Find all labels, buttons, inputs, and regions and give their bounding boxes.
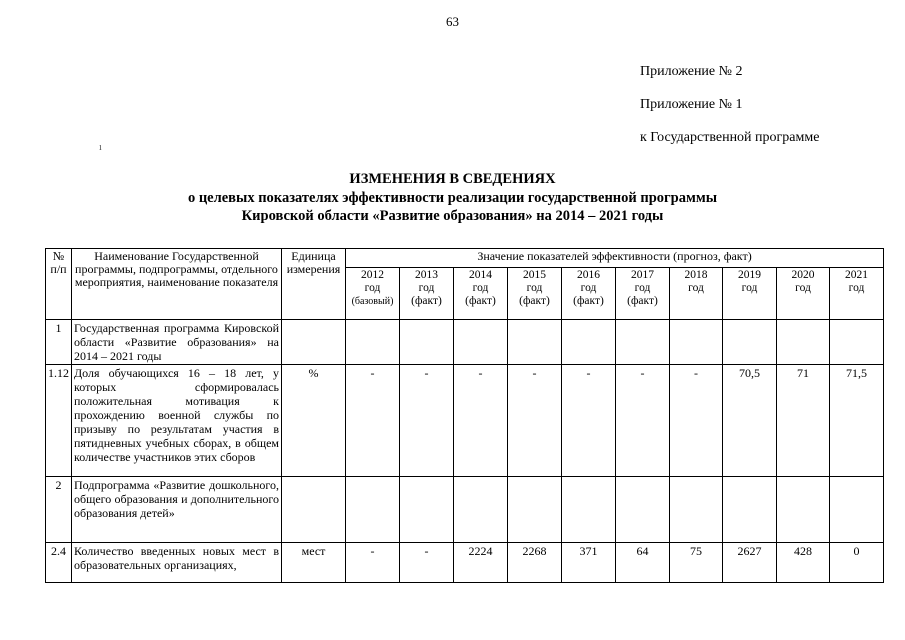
header-num: № п/п xyxy=(46,249,72,320)
year-word: год xyxy=(364,282,381,294)
header-name: Наименование Государственной программы, подпрограммы, отдельного мероприятия, наименование показателя xyxy=(72,249,282,320)
year-word: год xyxy=(472,282,489,294)
year-number: 2013 xyxy=(415,269,438,281)
header-year-7 xyxy=(723,268,777,320)
header-year-0 xyxy=(346,268,400,320)
year-word: год xyxy=(741,282,758,294)
year-word: год xyxy=(418,282,435,294)
header-year-1 xyxy=(400,268,454,320)
year-number: 2018 xyxy=(684,269,708,281)
value-cell xyxy=(670,320,723,365)
header-year-9 xyxy=(830,268,884,320)
year-number: 2021 xyxy=(845,269,868,281)
value-cell xyxy=(830,320,884,365)
header-unit: Единица измерения xyxy=(282,249,346,320)
value-cell: - xyxy=(616,365,670,477)
year-number: 2012 xyxy=(361,269,384,281)
header-year-2 xyxy=(454,268,508,320)
row-number: 2 xyxy=(46,477,72,543)
row-number: 1 xyxy=(46,320,72,365)
value-cell: - xyxy=(346,365,400,477)
value-cell xyxy=(508,477,562,543)
value-cell: 428 xyxy=(777,543,830,583)
year-word: год xyxy=(634,282,651,294)
row-unit xyxy=(282,477,346,543)
value-cell xyxy=(723,320,777,365)
row-unit: % xyxy=(282,365,346,477)
year-note: (факт) xyxy=(627,295,658,307)
value-cell xyxy=(400,477,454,543)
row-name: Количество введенных новых мест в образовательных организациях, xyxy=(72,543,282,583)
value-cell xyxy=(830,477,884,543)
header-row-1 xyxy=(46,249,884,268)
row-number: 1.12 xyxy=(46,365,72,477)
table-row xyxy=(46,365,884,477)
year-word: год xyxy=(526,282,543,294)
header-year-3 xyxy=(508,268,562,320)
value-cell xyxy=(777,477,830,543)
value-cell: - xyxy=(508,365,562,477)
year-note: (факт) xyxy=(519,295,550,307)
header-year-5 xyxy=(616,268,670,320)
year-word: год xyxy=(795,282,811,294)
value-cell: - xyxy=(400,543,454,583)
indicators-table xyxy=(45,248,884,583)
value-cell xyxy=(616,477,670,543)
year-word: год xyxy=(848,282,865,294)
value-cell: 2224 xyxy=(454,543,508,583)
page-number: 63 xyxy=(446,14,459,29)
value-cell xyxy=(777,320,830,365)
title-line-1: ИЗМЕНЕНИЯ В СВЕДЕНИЯХ xyxy=(349,171,556,187)
value-cell: - xyxy=(670,365,723,477)
value-cell: 75 xyxy=(670,543,723,583)
value-cell: - xyxy=(454,365,508,477)
value-cell: 0 xyxy=(830,543,884,583)
year-word: год xyxy=(580,282,597,294)
title-line-3: Кировской области «Развитие образования» на 2014 – 2021 годы xyxy=(241,208,664,224)
row-unit xyxy=(282,320,346,365)
value-cell: - xyxy=(346,543,400,583)
header-year-8 xyxy=(777,268,830,320)
header-year-6 xyxy=(670,268,723,320)
appendix-line-3: к Государственной программе xyxy=(640,130,820,145)
value-cell xyxy=(562,477,616,543)
year-note: (базовый) xyxy=(351,296,394,307)
year-number: 2020 xyxy=(791,269,815,281)
year-note: (факт) xyxy=(411,295,442,307)
value-cell: - xyxy=(400,365,454,477)
value-cell: - xyxy=(562,365,616,477)
value-cell xyxy=(454,477,508,543)
value-cell: 71 xyxy=(777,365,830,477)
value-cell: 371 xyxy=(562,543,616,583)
year-note: (факт) xyxy=(573,295,604,307)
appendix-line-2: Приложение № 1 xyxy=(640,97,743,112)
year-note: (факт) xyxy=(465,295,496,307)
row-name: Государственная программа Кировской области «Развитие образования» на 2014 – 2021 годы xyxy=(72,320,282,365)
value-cell xyxy=(723,477,777,543)
value-cell xyxy=(670,477,723,543)
row-name: Доля обучающихся 16 – 18 лет, у которых сформировалась положительная мотивация к прохождению военной службы по призыву по результатам участия в пятидневных учебных сборах, в общем количестве участников этих сборов xyxy=(72,365,282,477)
value-cell xyxy=(616,320,670,365)
value-cell: 70,5 xyxy=(723,365,777,477)
value-cell xyxy=(508,320,562,365)
year-number: 2017 xyxy=(631,269,654,281)
value-cell xyxy=(400,320,454,365)
year-number: 2014 xyxy=(469,269,492,281)
header-values: Значение показателей эффективности (прогноз, факт) xyxy=(346,249,884,268)
value-cell: 2627 xyxy=(723,543,777,583)
appendix-line-1: Приложение № 2 xyxy=(640,64,743,79)
scan-speck: ı xyxy=(99,142,102,153)
value-cell: 64 xyxy=(616,543,670,583)
table-row xyxy=(46,477,884,543)
value-cell xyxy=(346,477,400,543)
table-row xyxy=(46,543,884,583)
row-name: Подпрограмма «Развитие дошкольного, общего образования и дополнительного образования детей» xyxy=(72,477,282,543)
year-number: 2016 xyxy=(577,269,600,281)
year-word: год xyxy=(688,282,704,294)
year-number: 2019 xyxy=(738,269,761,281)
value-cell xyxy=(346,320,400,365)
value-cell xyxy=(562,320,616,365)
value-cell: 2268 xyxy=(508,543,562,583)
value-cell xyxy=(454,320,508,365)
title-line-2: о целевых показателях эффективности реализации государственной программы xyxy=(187,190,718,206)
row-unit: мест xyxy=(282,543,346,583)
row-number: 2.4 xyxy=(46,543,72,583)
year-number: 2015 xyxy=(523,269,546,281)
table-row xyxy=(46,320,884,365)
header-year-4 xyxy=(562,268,616,320)
value-cell: 71,5 xyxy=(830,365,884,477)
